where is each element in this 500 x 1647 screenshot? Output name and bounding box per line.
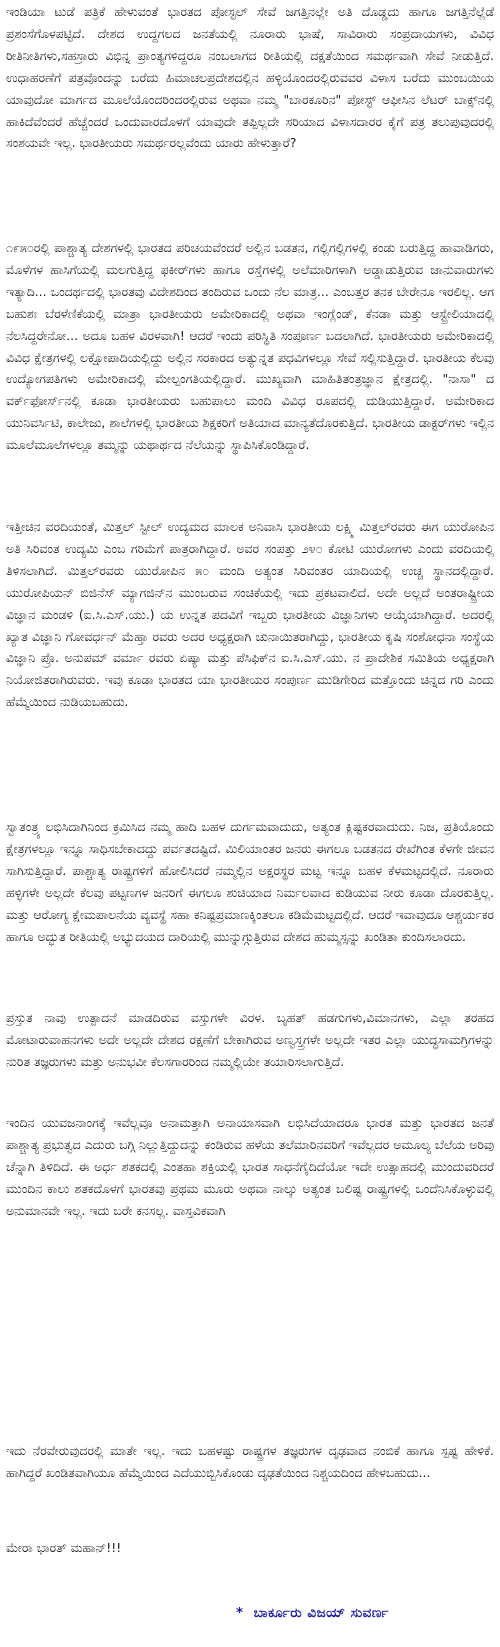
signature-name: ಬಾರ್ಕೂರು ವಿಜಯ್ ಸುವರ್ಣ — [253, 1605, 389, 1621]
paragraph-future: ಇಂದಿನ ಯುವಜನಾಂಗಕ್ಕೆ ಇವೆಲ್ಲವೂ ಅನಾಮತ್ತಾಗಿ ಅನಾಯಾಸವಾಗಿ ಲಭಿಸಿದೆಯಾದರೂ ಭಾರತ ಮತ್ತು ಭಾರತದ ಜನತೆ ಪಾಶ್ಚಾತ್ಯ ಪ್ರಭುತ್ವದ ಎದುರು ಬಗ್ಗಿ ನಿಲ್ಲುತ್ತಿದ್ದುದನ್ನು ಕಂಡಿರುವ ಹಳೆಯ ತಲೆಮಾರಿನವರಿಗೆ ಇವೆಲ್ಲದರ ಅಮೂಲ್ಯ ಬೆಲೆಯ ಅರಿವು ಚೆನ್ನಾಗಿ ತಿಳಿದಿದೆ. ಈ ಅರ್ಧ ಶತಕದಲ್ಲಿ ಎಂತಹಾ ಶಕ್ತಿಯಲ್ಲಿ ಭಾರತ ಸಾಧನೆಗೈದಿದೆಯೋ ಇದೇ ಉತ್ಸಾಹದಲ್ಲಿ ಮುಂದುವರಿದರೆ ಮುಂದಿನ ಕಾಲು ಶತಕದೊಳಗೆ ಭಾರತವು ಪ್ರಥಮ ಮೂರು ಅಥವಾ ನಾಲ್ಕು ಅತ್ಯಂತ ಬಲಿಷ್ಟ ರಾಷ್ಟ್ರಗಳಲ್ಲಿ ಒಂದೆನಿಸಿಕೊಳ್ಳುವಲ್ಲಿ ಅನುಮಾನವೇ ಇಲ್ಲ. ಇದು ಬರೇ ಕನಸಲ್ಲ. ವಾಸ್ತವಿಕವಾಗಿ — [6, 1115, 495, 1218]
paragraph-conclusion: ಇದು ನೆರವೇರುವುದರಲ್ಲಿ ಮಾತೇ ಇಲ್ಲ. ಇದು ಬಹಳಷ್ಟು ರಾಷ್ಟ್ರಗಳ ತಜ್ಞರುಗಳ ದೃಢವಾದ ನಂಬಿಕೆ ಹಾಗೂ ಸ್ಪಷ್ಟ ಹೇಳಿಕೆ. ಹಾಗಿದ್ದರೆ ಖಂಡಿತವಾಗಿಯೂ ಹೆಮ್ಮೆಯಿಂದ ಎದೆಯುಬ್ಬಿಸಿಕೊಂಡು ದೃಢತೆಯಿಂದ ನಿಶ್ಚಯದಿಂದ ಹೇಳಬಹುದು... — [6, 1443, 494, 1480]
paragraph-indians-abroad: ೧೯೫೦ರಲ್ಲಿ ಪಾಶ್ಚಾತ್ಯ ದೇಶಗಳಲ್ಲಿ ಭಾರತದ ಪರಿಚಯವೆಂದರೆ ಅಲ್ಲಿನ ಬಡತನ, ಗಲ್ಲಿಗಲ್ಲಿಗಳಲ್ಲಿ ಕಂಡು ಬರುತ್ತಿದ್ದ ಹಾವಾಡಿಗರು, ಮೊಳೆಗಳ ಹಾಸಿಗೆಯಲ್ಲಿ ಮಲಗುತ್ತಿದ್ದ ಫಕೀರ್‌ಗಳು ಹಾಗೂ ರಸ್ತೆಗಳಲ್ಲಿ ಅಲೆಮಾರಿಗಳಾಗಿ ಅಡ್ಡಾಡುತ್ತಿರುವ ಜಾನುವಾರುಗಳು ಇತ್ಯಾದಿ... ಒಂದರ್ಥದಲ್ಲಿ ಭಾರತವು ವಿದೇಶದಿಂದ ತಂದಿರುವ ಒಂದು ನೆಲ ಮಾತ್ರ... ಎಂಬತ್ತರ ತನಕ ಬೇರೇನೂ ಇರಲಿಲ್ಲ. ಆಗ ಬಹುಶಃ ಬೆರಳೆಣಿಕೆಯಲ್ಲಿ ಮಾತ್ರಾ ಭಾರತೀಯರು ಅಮೇರಿಕಾದಲ್ಲಿ ಅಥವಾ ಇಂಗ್ಲೆಂಡ್, ಕೆನಡಾ ಮತ್ತು ಆಸ್ಟ್ರೇಲಿಯಾದಲ್ಲಿ ನೆಲಸಿದ್ದರೇನೋ... ಅದೂ ಬಹಳ ವಿರಳವಾಗಿ! ಆದರೆ ಇಂದು ಪರಿಸ್ಥಿತಿ ಸಂಪೂರ್ಣ ಬದಲಾಗಿದೆ. ಭಾರತೀಯರು ಅಮೇರಿಕಾದಲ್ಲಿ ವಿವಿಧ ಕ್ಷೇತ್ರಗಳಲ್ಲಿ ಲಕ್ಷೋಪಾದಿಯಲ್ಲಿದ್ದು ಅಲ್ಲಿನ ಸರಕಾರದ ಅತ್ಯುನ್ನತ ಪಧವಿಗಳಲ್ಲೂ ಸೇವೆ ಸಲ್ಲಿಸುತ್ತಿದ್ದಾರೆ. ಭಾರತೀಯ ಕೆಲವು ಉದ್ಯೋಗಪತಿಗಳು ಅಮೇರಿಕಾದಲ್ಲಿ ಮೇಲ್ಪಂಗತಿಯಲ್ಲಿದ್ದಾರೆ. ಮುಖ್ಯವಾಗಿ ಮಾಹಿತಿತಂತ್ರಜ್ಞಾನ ಕ್ಷೇತ್ರದಲ್ಲಿ. "ನಾಸಾ" ದ ವರ್ಕ್‌ಫೋರ್ಸ್‌ನಲ್ಲಿ ಕೂಡಾ ಭಾರತೀಯರು ಬಹುಪಾಲು ಮಂದಿ ವಿವಿಧ ರೂಪದಲ್ಲಿ ದುಡಿಯುತ್ತಿದ್ದಾರೆ. ಅಮೇರಿಕಾದ ಯುನಿವರ್ಸಿಟಿ, ಕಾಲೇಜು, ಶಾಲೆಗಳಲ್ಲಿ ಭಾರತೀಯ ಶಿಕ್ಷಕರಿಗೆ ಅತಿಯಾದ ಮಾನ್ಯತೆದೊರಕುತ್ತಿದೆ. ಭಾರತೀಯ ಡಾಕ್ಟರ್‌ಗಳು ಇಲ್ಲಿನ ಮೂಲೆಮೂಲೆಗಳಲ್ಲೂ ತಮ್ಮನ್ನು ಯಥಾರ್ಥದ ನೆಲೆಯನ್ನು ಸ್ಥಾಪಿಸಿಕೊಂಡಿದ್ದಾರೆ. — [6, 240, 494, 453]
paragraph-challenges: ಸ್ವಾತಂತ್ರ್ಯ ಲಭಿಸಿದಾಗಿನಿಂದ ಕ್ರಮಿಸಿದ ನಮ್ಮ ಹಾದಿ ಬಹಳ ದುರ್ಗಮವಾದುದು, ಅತ್ಯಂತ ಕ್ಲಿಷ್ಟಕರವಾದುದು. ನಿಜ, ಪ್ರತಿಯೊಂದು ಕ್ಷೇತ್ರಗಳಲ್ಲೂ ಇನ್ನೂ ಸಾಧಿಸಬೇಕಾದದ್ದು ಪರ್ವತದಷ್ಟಿದೆ. ಮಿಲಿಯಾಂತರ ಜನರು ಈಗಲೂ ಬಡತನದ ರೇಖೆಗಿಂತ ಕೆಳಗೇ ಜೀವನ ಸಾಗಿಸುತ್ತಿದ್ದಾರೆ. ಪಾಶ್ಚಾತ್ಯ ರಾಷ್ಟ್ರಗಳಿಗೆ ಹೋಲಿಸಿದರೆ ನಮ್ಮಲ್ಲಿನ ಅಕ್ಷರಸ್ಥರ ಮಟ್ಟ ಇನ್ನೂ ಬಹಳ ಕೆಳಮಟ್ಟದಲ್ಲಿದೆ. ನೂರಾರು ಹಳ್ಳಿಗಳೇ ಅಲ್ಲದೇ ಕೆಲವು ಪಟ್ಟಣಗಳ ಜನರಿಗೆ ಈಗಲೂ ಶುಚಿಯಾದ ನಿರ್ಮಲವಾದ ಕುಡಿಯುವ ನೀರು ಕೂಡಾ ದೊರಕುತ್ತಿಲ್ಲ. ಮತ್ತು ಆರೋಗ್ಯ ಕ್ಷೇಮಪಾಲನೆಯ ವ್ಯವಸ್ಥೆ ಸಹಾ ಕನಿಷ್ಟಪ್ರಮಾಣಕ್ಕಿಂತಲೂ ಕಡಿಮೆಮಟ್ಟದಲ್ಲಿದೆ. ಆದರೆ ಇವಾವುದೂ ಆಶ್ಚರ್ಯಕರ ಹಾಗೂ ಅದ್ಭುತ ರೀತಿಯಲ್ಲಿ ಅಭ್ಯುದಯದ ದಾರಿಯಲ್ಲಿ ಮುನ್ನುಗ್ಗುತ್ತಿರುವ ದೇಶದ ಹುಮ್ಮಸ್ಸನ್ನು ಖಂಡಿತಾ ಕುಂದಿಸಲಾರದು. — [6, 819, 494, 944]
paragraph-mittal-and-scientists: ಇತ್ತೀಚಿನ ವರದಿಯಂತೆ, ಮಿತ್ತಲ್ ಸ್ಟೀಲ್ ಉದ್ಯಮದ ಮಾಲಕ ಅನಿವಾಸಿ ಭಾರತೀಯ ಲಕ್ಷ್ಮಿ ಮಿತ್ತಲ್‌ರವರು ಈಗ ಯುರೋಪಿನ ಅತಿ ಸಿರಿವಂತ ಉದ್ಯಮಿ ಎಂಬ ಗರಿಮೆಗೆ ಪಾತ್ರರಾಗಿದ್ದಾರೆ. ಅವರ ಸಂಪತ್ತು ೨೪೦ ಕೋಟಿ ಯುರೋಗಳು ಎಂದು ವರದಿಯಲ್ಲಿ ತಿಳಿಸಲಾಗಿದೆ. ಮಿತ್ತಲ್‌ರವರು ಯುರೋಪಿನ ೫೦ ಮಂದಿ ಅತ್ಯಂತ ಸಿರಿವಂತರ ಯಾದಿಯಲ್ಲಿ ಉಚ್ಚ ಸ್ಥಾನದಲ್ಲಿದ್ದಾರೆ. ಯುರೋಪಿಯನ್ ಬಿಜಿನೆಸ್ ಮ್ಯಾಗಜಿನ್‌ನ ಮುಂಬರುವ ಸಂಚಿಕೆಯಲ್ಲಿ ಇದು ಪ್ರಕಟವಾಲಿದೆ. ಅದೇ ಅಲ್ಲದೆ ಅಂತರಾಷ್ಟ್ರೀಯ ವಿಜ್ಞಾನ ಮಂಡಳಿ (ಐ.ಸಿ.ಎಸ್.ಯು.) ಯ ಉನ್ನತ ಪದವಿಗೆ ಇಬ್ಬರು ಭಾರತೀಯ ವಿಜ್ಞಾನಿಗಳು ಆಯ್ಕೆಯಾಗಿದ್ದಾರೆ. ಅದರಲ್ಲಿ ಖ್ಯಾತ ವಿಜ್ಞಾನಿ ಗೋವರ್ಧನ್ ಮೆಹ್ತಾ ರವರು ಅದರ ಅಧ್ಯಕ್ಷರಾಗಿ ಚುನಾಯಿತರಾಗಿದ್ದು, ಭಾರತೀಯ ಕೃಷಿ ಸಂಶೋಧನಾ ಸಂಸ್ಥೆಯ ವಿಜ್ಞಾನಿ ಪ್ರೊ. ಅನುಪಮ್ ವರ್ಮಾ ರವರು ಏಷ್ಯಾ ಮತ್ತು ಪೆಸಿಫಿಕ್‌ನ ಐ.ಸಿ.ಎಸ್.ಯು. ನ ಪ್ರಾದೇಶಿಕ ಸಮಿತಿಯ ಅಧ್ಯಕ್ಷರಾಗಿ ನಿಯೋಜಿತರಾಗಿರುವರು. ಇವು ಕೂಡಾ ಭಾರತದ ಯಾ ಭಾರತೀಯರ ಸಂಪುರ್ಣ ಮುಡಿಗೇರಿದ ಮತ್ತೊಂದು ಚಿನ್ನದ ಗರಿ ಎಂದು ಹೆಮ್ಮೆಯಿಂದ ನುಡಿಯಬಹುದು. — [6, 519, 494, 710]
author-signature — [236, 1605, 389, 1621]
paragraph-postal-service: ಇಂಡಿಯಾ ಟುಡೆ ಪತ್ರಿಕೆ ಹೇಳುವಂತೆ ಭಾರತದ ಪೋಸ್ಟಲ್ ಸೇವೆ ಜಗತ್ತಿನಲ್ಲೇ ಅತಿ ದೊಡ್ಡದು ಹಾಗೂ ಜಗತ್ತಿನೆಲ್ಲೆಡೆ ಪ್ರಶಂಸೆಗೊಳಪಟ್ಟಿದೆ. ದೇಶದ ಉದ್ದಗಲದ ಜನತೆಯಲ್ಲಿ ನೂರಾರು ಭಾಷೆ, ಸಾವಿರಾರು ಸಂಪ್ರದಾಯಗಳು, ವಿವಿಧ ರೀತಿನೀತಿಗಳು,ಸಹಸ್ರಾರು ವಿಭಿನ್ನ ಪ್ರಾಂತ್ಯಗಳಿದ್ದರೂ ನಂಬಲಾಗದ ರೀತಿಯಲ್ಲಿ ದಕ್ಷತೆಯಿಂದ ಸಮರ್ಥವಾಗಿ ಸೇವೆ ನೀಡುತ್ತಿದೆ. ಉಧಾಹರಣೆಗೆ ಪತ್ರವೊಂದನ್ನು ಬರೆದು ಹಿಮಾಚಲಪ್ರದೇಶದಲ್ಲಿನ ಹಳ್ಳಿಯೊಂದರಲ್ಲಿರುವವರ ವಿಳಾಸ ಬರೆದು ಮುಂಬಯಿಯ ಯಾವುದೋ ಮಾರ್ಗದ ಮೂಲೆಯೊಂದರಿಂದರಲ್ಲಿರುವ ಅಥವಾ ನಮ್ಮ "ಬಾರಕೂರಿನ" ಪೋಸ್ಟ್ ಆಫೀಸಿನ ಲೆಟರ್ ಬಾಕ್ಸ್‌ನಲ್ಲಿ ಹಾಕಿದೆವೆಂದರೆ ಹೆಚ್ಚೆಂದರೆ ಒಂದುವಾರದೊಳಗೆ ಯಾವುದೇ ತಪ್ಪಿಲ್ಲದೇ ಸರಿಯಾದ ವಿಳಾಸದಾರರ ಕೈಗೆ ಪತ್ರ ತಲುಪುವುದರಲ್ಲಿ ಸಂಶಯವೇ ಇಲ್ಲ. ಭಾರತೀಯರು ಸಮರ್ಥರಲ್ಲವೆಂದು ಯಾರು ಹೇಳುತ್ತಾರೆ? — [6, 4, 494, 151]
signature-star: * — [236, 1605, 244, 1621]
closing-slogan: ಮೇರಾ ಭಾರತ್ ಮಹಾನ್!!! — [6, 1540, 122, 1555]
paragraph-manufacturing: ಪ್ರಸ್ತುತ ನಾವು ಉತ್ಪಾದನೆ ಮಾಡದಿರುವ ವಸ್ತುಗಳೇ ವಿರಳ. ಬೃಹತ್ ಹಡಗುಗಳು,ವಿಮಾನಗಳು, ಎಲ್ಲಾ ತರಹದ ಮೋಟಾರುವಾಹನಗಳು ಅದೇ ಅಲ್ಲದೇ ದೇಶದ ರಕ್ಷಣೆಗೆ ಬೇಕಾಗಿರುವ ಅಣ್ವಸ್ತ್ರಗಳೇ ಅಲ್ಲದೇ ಇತರ ಎಲ್ಲಾ ಯುದ್ಧಸಾಮಗ್ರಿಗಳನ್ನು ನುರಿತ ತಜ್ಞರುಗಳು ಮತ್ತು ಅನುಭವೀ ಕೆಲಸಗಾರರಿಂದ ನಮ್ಮಲ್ಲಿಯೇ ತಯಾರಿಸಲಾಗುತ್ತಿದೆ. — [6, 1010, 494, 1069]
